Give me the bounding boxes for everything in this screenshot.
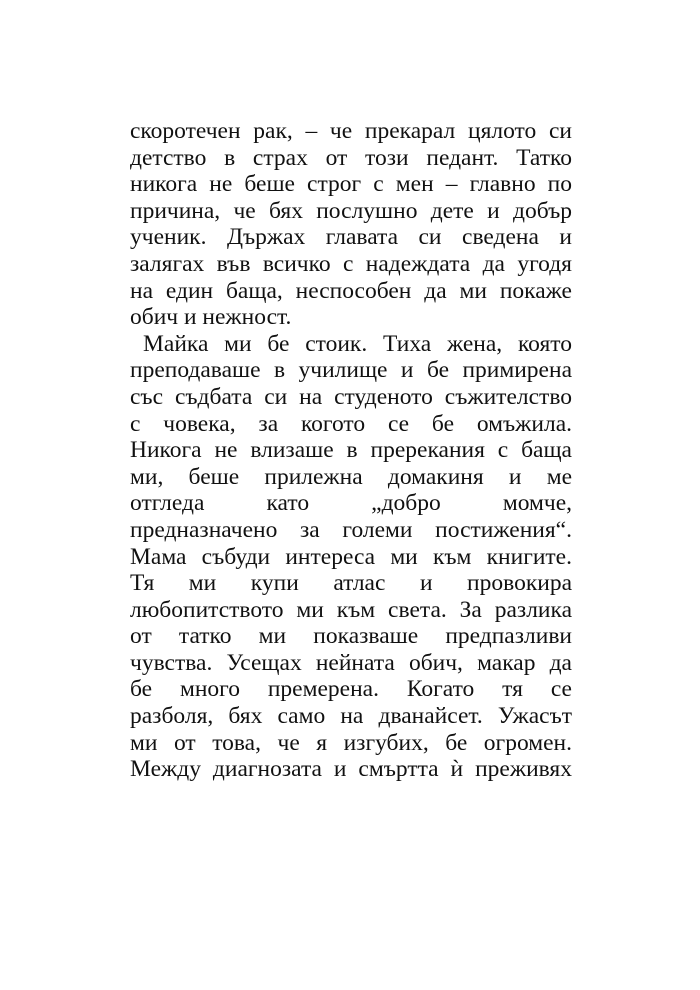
text-line: разболя, бях само на дванайсет. Ужасът: [130, 703, 572, 730]
text-line: ученик. Държах главата си сведена и: [130, 224, 572, 251]
page-text: [130, 118, 572, 783]
text-line: предназначено за големи постижения“.: [130, 516, 572, 543]
text-line: Никога не влизаше в пререкания с баща: [130, 437, 572, 464]
text-line: Между диагнозата и смъртта ѝ преживях: [130, 756, 572, 783]
text-line: чувства. Усещах нейната обич, макар да: [130, 649, 572, 676]
text-line: любопитството ми към света. За разлика: [130, 596, 572, 623]
text-line: детство в страх от този педант. Татко: [130, 144, 572, 171]
text-line: Тя ми купи атлас и провокира: [130, 570, 572, 597]
text-line: залягах във всичко с надеждата да угодя: [130, 250, 572, 277]
text-line: с човека, за когото се бе омъжила.: [130, 410, 572, 437]
text-line: скоротечен рак, – че прекарал цялото си: [130, 118, 572, 144]
text-line: преподаваше в училище и бе примирена: [130, 357, 572, 384]
text-line: отгледа като „добро момче,: [130, 490, 572, 517]
text-line: със съдбата си на студеното съжителство: [130, 383, 572, 410]
text-line: ми от това, че я изгубих, бе огромен.: [130, 729, 572, 756]
text-line: никога не беше строг с мен – главно по: [130, 171, 572, 198]
text-line: на един баща, неспособен да ми покаже: [130, 277, 572, 304]
text-line: Мама събуди интереса ми към книгите.: [130, 543, 572, 570]
text-line: причина, че бях послушно дете и добър: [130, 197, 572, 224]
paragraph-2: [130, 331, 572, 783]
text-line: обич и нежност.: [130, 304, 292, 331]
text-line: ми, беше прилежна домакиня и ме: [130, 463, 572, 490]
text-line: от татко ми показваше предпазливи: [130, 623, 572, 650]
paragraph-1: [130, 118, 572, 331]
text-line: бе много премерена. Когато тя се: [130, 676, 572, 703]
text-line: Майка ми бе стоик. Тиха жена, която: [143, 330, 572, 357]
